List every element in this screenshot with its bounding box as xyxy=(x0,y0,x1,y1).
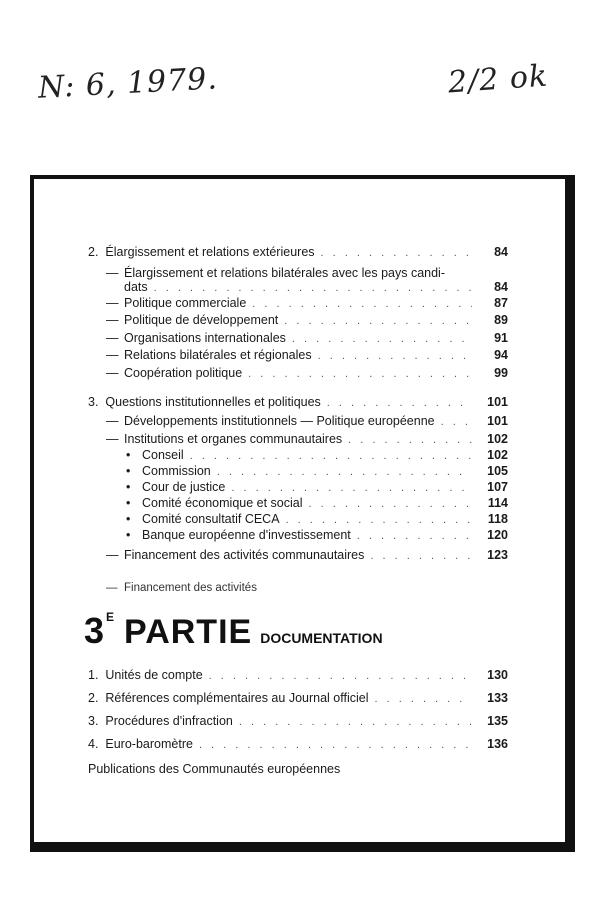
toc-item-financing: — Financement des activités communautaires . . . 123 xyxy=(106,548,508,564)
toc-page: 99 xyxy=(494,366,508,380)
toc-page: 135 xyxy=(487,714,508,728)
toc-page: 101 xyxy=(487,395,508,409)
toc-label: Institutions et organes communautaires xyxy=(124,432,343,446)
leader-dots xyxy=(209,669,472,684)
toc-label: Développements institutionnels — Politique européenne xyxy=(124,414,435,428)
toc-number: 2. xyxy=(88,691,99,705)
part-title: PARTIE xyxy=(124,613,253,651)
toc-bullet-ces: • Comité économique et social . . . 114 xyxy=(126,496,508,512)
toc-label: Politique de développement xyxy=(124,313,279,327)
toc-bullet-conseil: • Conseil . . . 102 xyxy=(126,448,508,464)
toc-page: 89 xyxy=(494,313,508,327)
toc-page: 91 xyxy=(494,331,508,345)
toc-label: Conseil xyxy=(142,448,184,462)
toc-page: 101 xyxy=(487,414,508,428)
toc-label: Élargissement et relations extérieures xyxy=(105,245,315,259)
toc-label: Organisations internationales xyxy=(124,331,286,345)
leader-dots xyxy=(231,481,472,496)
toc-label: Comité économique et social xyxy=(142,496,303,510)
toc-page: 94 xyxy=(494,348,508,362)
handwritten-check-note: 2/2 ok xyxy=(446,58,550,101)
toc-number: 2. xyxy=(88,245,99,259)
doc-item-2 xyxy=(88,691,508,707)
toc-item-relations: — Relations bilatérales et régionales . . . 94 xyxy=(106,348,508,364)
leader-dots xyxy=(154,281,472,296)
leader-dots xyxy=(217,465,472,480)
doc-item-1 xyxy=(88,668,508,684)
leader-dots xyxy=(284,314,472,329)
leader-dots xyxy=(199,738,472,753)
toc-page: 136 xyxy=(487,737,508,751)
leader-dots xyxy=(348,433,472,448)
toc-item-development: — Politique de développement . . . 89 xyxy=(106,313,508,329)
toc-item-enlargement-line2 xyxy=(124,280,508,296)
toc-number: 3. xyxy=(88,714,99,728)
toc-bullet-cour: • Cour de justice . . . 107 xyxy=(126,480,508,496)
toc-bullet-ceca: • Comité consultatif CECA . . . 118 xyxy=(126,512,508,528)
toc-item-enlargement-line1: — Élargissement et relations bilatérales avec les pays candi- xyxy=(106,266,445,280)
leader-dots xyxy=(327,396,472,411)
toc-item-commercial: — Politique commerciale . . . 87 xyxy=(106,296,508,312)
toc-item-organisations: — Organisations internationales . . . 91 xyxy=(106,331,508,347)
toc-page: 84 xyxy=(494,280,508,294)
leader-dots xyxy=(357,529,472,544)
part-subtitle: DOCUMENTATION xyxy=(260,630,383,646)
leader-dots xyxy=(375,692,473,707)
toc-item-institutional: — Développements institutionnels — Politique européenne . . . 101 xyxy=(106,414,508,430)
leader-dots xyxy=(441,415,472,430)
handwritten-issue-note: N: 6, 1979. xyxy=(37,61,219,106)
toc-page: 102 xyxy=(487,432,508,446)
part-3-heading xyxy=(84,610,383,652)
toc-label: Références complémentaires au Journal officiel xyxy=(105,691,369,705)
toc-bullet-bei: • Banque européenne d'investissement . . . 120 xyxy=(126,528,508,544)
toc-page: 120 xyxy=(487,528,508,542)
toc-label: dats xyxy=(124,280,148,294)
publications-footer: Publications des Communautés européennes xyxy=(88,762,341,776)
toc-label: Politique commerciale xyxy=(124,296,247,310)
leader-dots xyxy=(370,549,472,564)
leader-dots xyxy=(286,513,472,528)
toc-label: Euro-baromètre xyxy=(105,737,193,751)
stray-overprint-line: — Financement des activités xyxy=(106,582,257,594)
toc-page: 118 xyxy=(487,512,508,526)
leader-dots xyxy=(248,367,472,382)
leader-dots xyxy=(239,715,472,730)
leader-dots xyxy=(318,349,472,364)
toc-label: Cour de justice xyxy=(142,480,226,494)
toc-item-cooperation: — Coopération politique . . . 99 xyxy=(106,366,508,382)
toc-label: Unités de compte xyxy=(105,668,203,682)
toc-bullet-commission: • Commission . . . 105 xyxy=(126,464,508,480)
toc-label: Banque européenne d'investissement xyxy=(142,528,351,542)
toc-section-3 xyxy=(88,395,508,411)
leader-dots xyxy=(309,497,473,512)
toc-label: Comité consultatif CECA xyxy=(142,512,280,526)
toc-page: 102 xyxy=(487,448,508,462)
toc-label: Procédures d'infraction xyxy=(105,714,233,728)
part-number: 3 xyxy=(84,610,105,651)
toc-page: 130 xyxy=(487,668,508,682)
leader-dots xyxy=(190,449,472,464)
toc-page: 84 xyxy=(494,245,508,259)
toc-number: 1. xyxy=(88,668,99,682)
toc-label: Financement des activités communautaires xyxy=(124,548,365,562)
toc-number: 3. xyxy=(88,395,99,409)
toc-page: 133 xyxy=(487,691,508,705)
leader-dots xyxy=(292,332,472,347)
toc-number: 4. xyxy=(88,737,99,751)
toc-section-2 xyxy=(88,245,508,261)
toc-page: 114 xyxy=(487,496,508,510)
toc-label: Commission xyxy=(142,464,211,478)
toc-label: Relations bilatérales et régionales xyxy=(124,348,312,362)
toc-page: 107 xyxy=(487,480,508,494)
toc-label: Coopération politique xyxy=(124,366,243,380)
leader-dots xyxy=(252,297,472,312)
doc-item-3 xyxy=(88,714,508,730)
toc-page: 87 xyxy=(494,296,508,310)
toc-page: 105 xyxy=(487,464,508,478)
toc-label: Questions institutionnelles et politiques xyxy=(105,395,321,409)
doc-item-4 xyxy=(88,737,508,753)
part-superscript: E xyxy=(106,610,115,624)
leader-dots xyxy=(321,246,472,261)
toc-item-institutions: — Institutions et organes communautaires . . . 102 xyxy=(106,432,508,448)
toc-label: Élargissement et relations bilatérales avec les pays candi- xyxy=(124,266,445,280)
toc-page: 123 xyxy=(487,548,508,562)
toc-label: Financement des activités xyxy=(124,582,257,594)
